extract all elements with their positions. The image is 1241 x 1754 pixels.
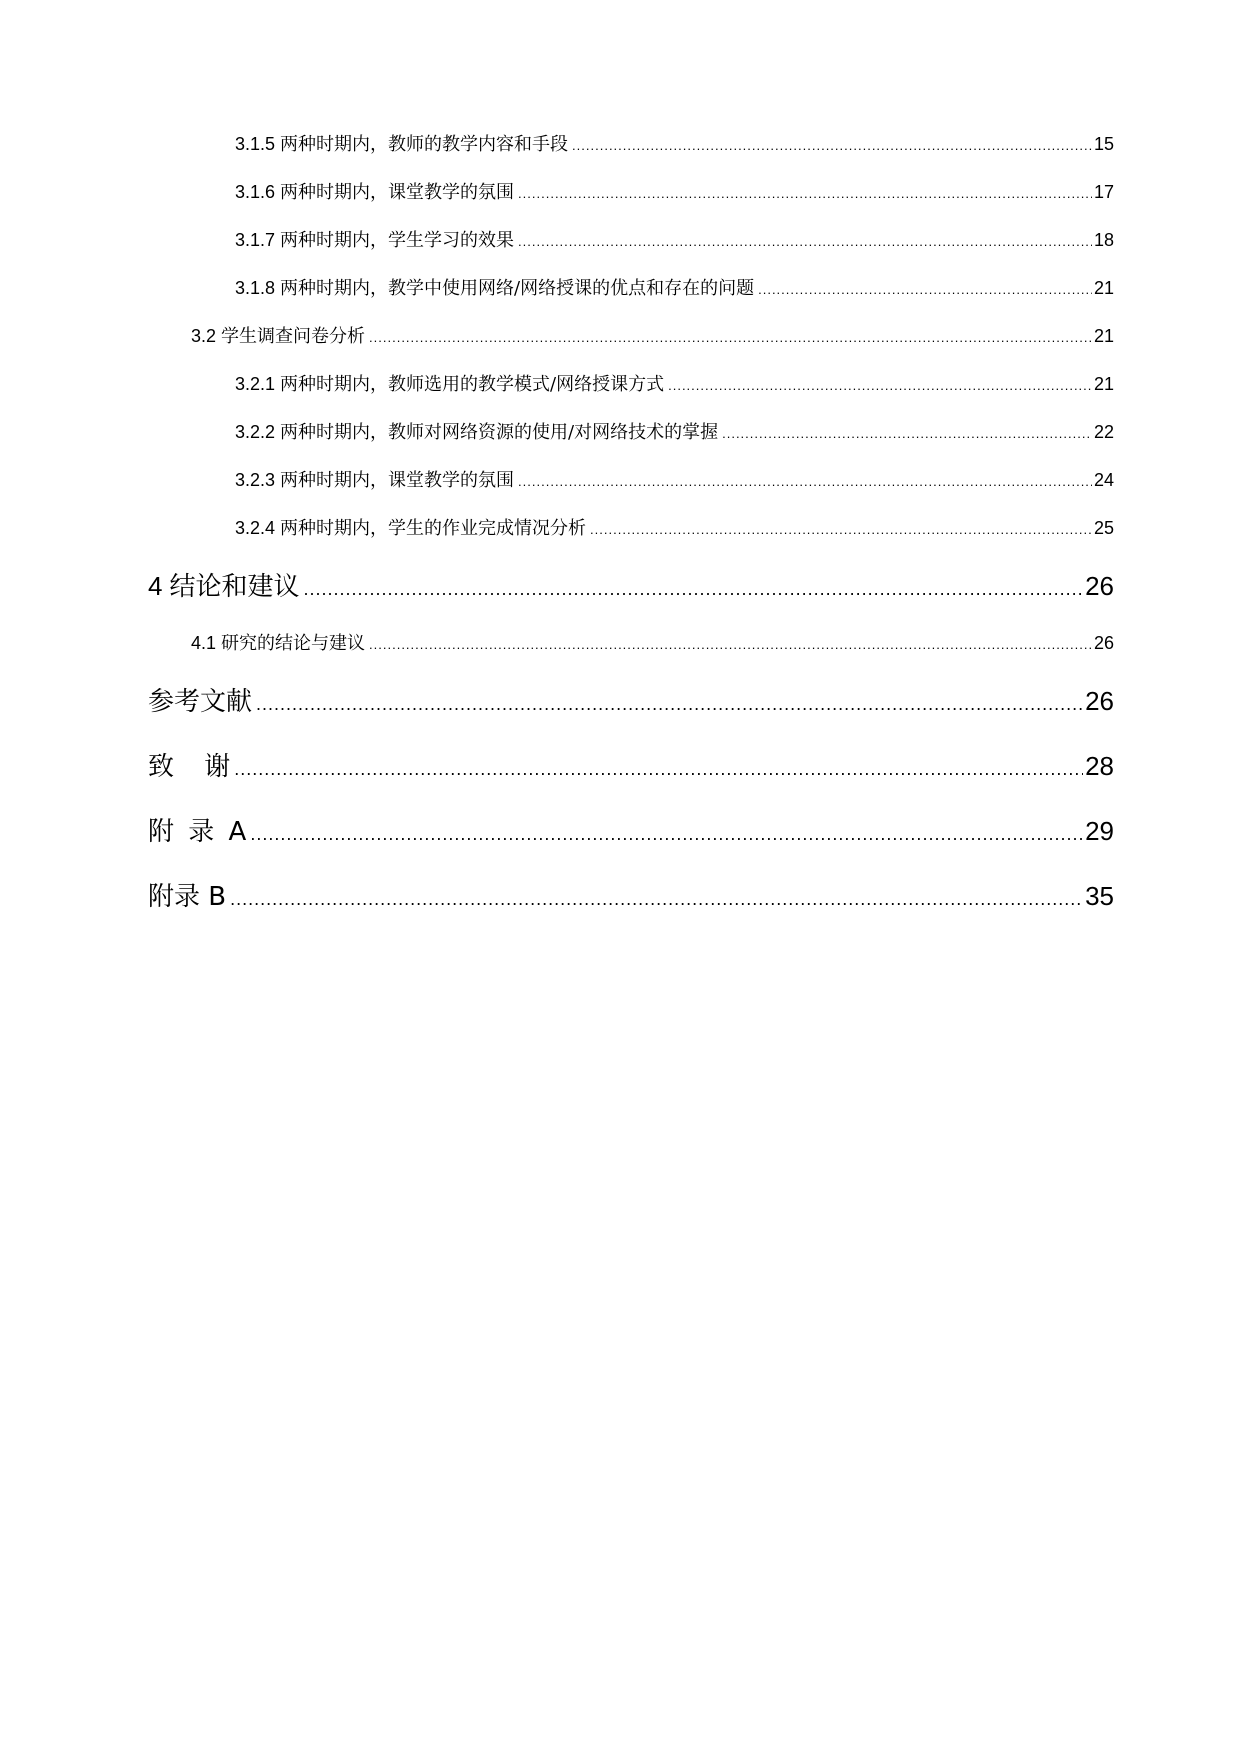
toc-entry-title: 两种时期内，课堂教学的氛围 (280, 470, 515, 491)
toc-leader-dots (256, 694, 1083, 715)
toc-entry-title: 两种时期内，教师选用的教学模式/网络授课方式 (280, 374, 665, 395)
toc-entry-page: 18 (1093, 230, 1114, 250)
toc-entry-title: 致 谢 (148, 752, 231, 782)
toc-entry-title: 学生调查问卷分析 (221, 326, 366, 347)
toc-entry-page: 21 (1093, 326, 1114, 346)
toc-leader-dots (230, 889, 1083, 910)
toc-entry-number: 3.1.5 (235, 134, 276, 154)
toc-entry-3-2-2[interactable] (235, 418, 1114, 444)
toc-entry-3-2-1[interactable] (235, 370, 1114, 396)
toc-entry-title: 研究的结论与建议 (221, 633, 366, 654)
toc-entry-3-1-7[interactable] (235, 226, 1114, 252)
toc-entry-references[interactable] (148, 681, 1114, 717)
toc-leader-dots (369, 637, 1092, 652)
toc-entry-title: 结论和建议 (169, 572, 300, 602)
toc-entry-3-2[interactable] (191, 322, 1114, 348)
toc-entry-page: 21 (1093, 278, 1114, 298)
toc-entry-page: 26 (1085, 571, 1114, 601)
toc-entry-number: 3.1.6 (235, 182, 276, 202)
toc-leader-dots (722, 426, 1092, 441)
toc-leader-dots (590, 522, 1092, 537)
toc-entry-page: 26 (1085, 686, 1114, 716)
toc-leader-dots (369, 330, 1092, 345)
toc-entry-number: 3.1.8 (235, 278, 276, 298)
toc-entry-page: 21 (1093, 374, 1114, 394)
toc-entry-page: 15 (1093, 134, 1114, 154)
toc-leader-dots (518, 186, 1092, 201)
toc-entry-number: 4 (148, 571, 163, 601)
toc-entry-title: 附 录 A (148, 817, 247, 847)
toc-entry-3-2-3[interactable] (235, 466, 1114, 492)
toc-entry-4[interactable] (148, 566, 1114, 602)
toc-entry-number: 3.1.7 (235, 230, 276, 250)
toc-entry-title: 两种时期内，学生的作业完成情况分析 (280, 518, 587, 539)
toc-entry-page: 24 (1093, 470, 1114, 490)
toc-entry-page: 29 (1085, 816, 1114, 846)
toc-entry-number: 3.2.2 (235, 422, 276, 442)
toc-entry-page: 28 (1085, 751, 1114, 781)
toc-leader-dots (518, 474, 1092, 489)
toc-entry-4-1[interactable] (191, 629, 1114, 655)
toc-leader-dots (234, 759, 1083, 780)
toc-entry-3-1-6[interactable] (235, 178, 1114, 204)
toc-entry-title: 两种时期内，教师对网络资源的使用/对网络技术的掌握 (280, 422, 719, 443)
toc-entry-appendix-a[interactable] (148, 811, 1114, 847)
toc-leader-dots (668, 378, 1092, 393)
toc-entry-number: 3.2.4 (235, 518, 276, 538)
toc-entry-number: 3.2 (191, 326, 217, 346)
toc-leader-dots (250, 824, 1083, 845)
toc-leader-dots (572, 138, 1092, 153)
toc-entry-appendix-b[interactable] (148, 876, 1114, 912)
toc-entry-title: 两种时期内，教师的教学内容和手段 (280, 134, 569, 155)
toc-entry-title: 参考文献 (148, 687, 253, 717)
toc-entry-3-1-5[interactable] (235, 130, 1114, 156)
toc-entry-3-1-8[interactable] (235, 274, 1114, 300)
toc-entry-number: 3.2.3 (235, 470, 276, 490)
toc-entry-title: 两种时期内，学生学习的效果 (280, 230, 515, 251)
toc-entry-acknowledgements[interactable] (148, 746, 1114, 782)
toc-entry-title: 两种时期内，教学中使用网络/网络授课的优点和存在的问题 (280, 278, 755, 299)
toc-entry-page: 35 (1085, 881, 1114, 911)
toc-leader-dots (518, 234, 1092, 249)
toc-entry-title: 附录 B (148, 882, 227, 912)
toc-leader-dots (758, 282, 1092, 297)
toc-entry-page: 22 (1093, 422, 1114, 442)
toc-entry-page: 25 (1093, 518, 1114, 538)
toc-leader-dots (303, 579, 1083, 600)
toc-entry-3-2-4[interactable] (235, 514, 1114, 540)
toc-entry-number: 3.2.1 (235, 374, 276, 394)
toc-entry-page: 26 (1093, 633, 1114, 653)
toc-entry-number: 4.1 (191, 633, 217, 653)
toc-entry-title: 两种时期内，课堂教学的氛围 (280, 182, 515, 203)
toc-entry-page: 17 (1093, 182, 1114, 202)
